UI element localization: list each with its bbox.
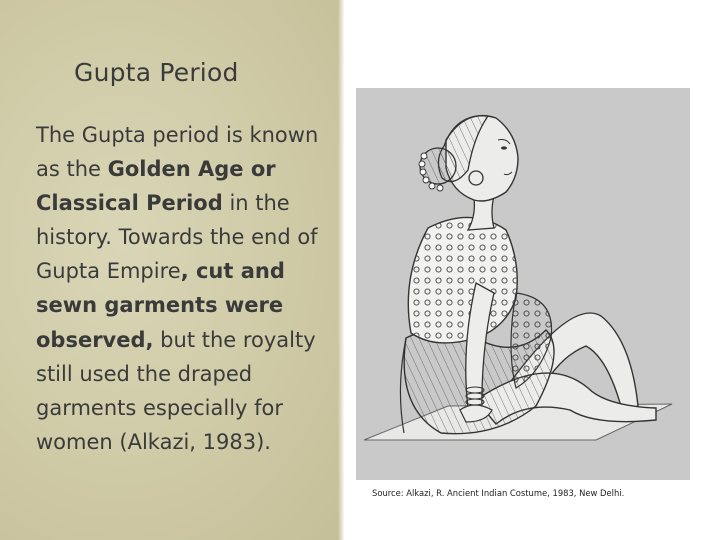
figure-caption: Source: Alkazi, R. Ancient Indian Costume, 1983, New Delhi. (372, 488, 625, 498)
body-bold-sewn-garments: cut and sewn garments were observed, (36, 259, 285, 352)
seated-woman-drawing (356, 88, 690, 480)
body-bold-comma: , (180, 259, 196, 284)
slide-title: Gupta Period (74, 58, 239, 87)
body-text-1: The Gupta period is known as the (36, 123, 319, 182)
body-paragraph (36, 118, 336, 459)
body-text-2: in the history. Towards the end of Gupta Empire (36, 191, 318, 284)
costume-illustration (356, 88, 690, 480)
body-bold-golden-age: Golden Age or Classical Period (36, 157, 276, 216)
body-text-3: but the royalty still used the draped garments especially for women (Alkazi, 1983). (36, 327, 316, 454)
